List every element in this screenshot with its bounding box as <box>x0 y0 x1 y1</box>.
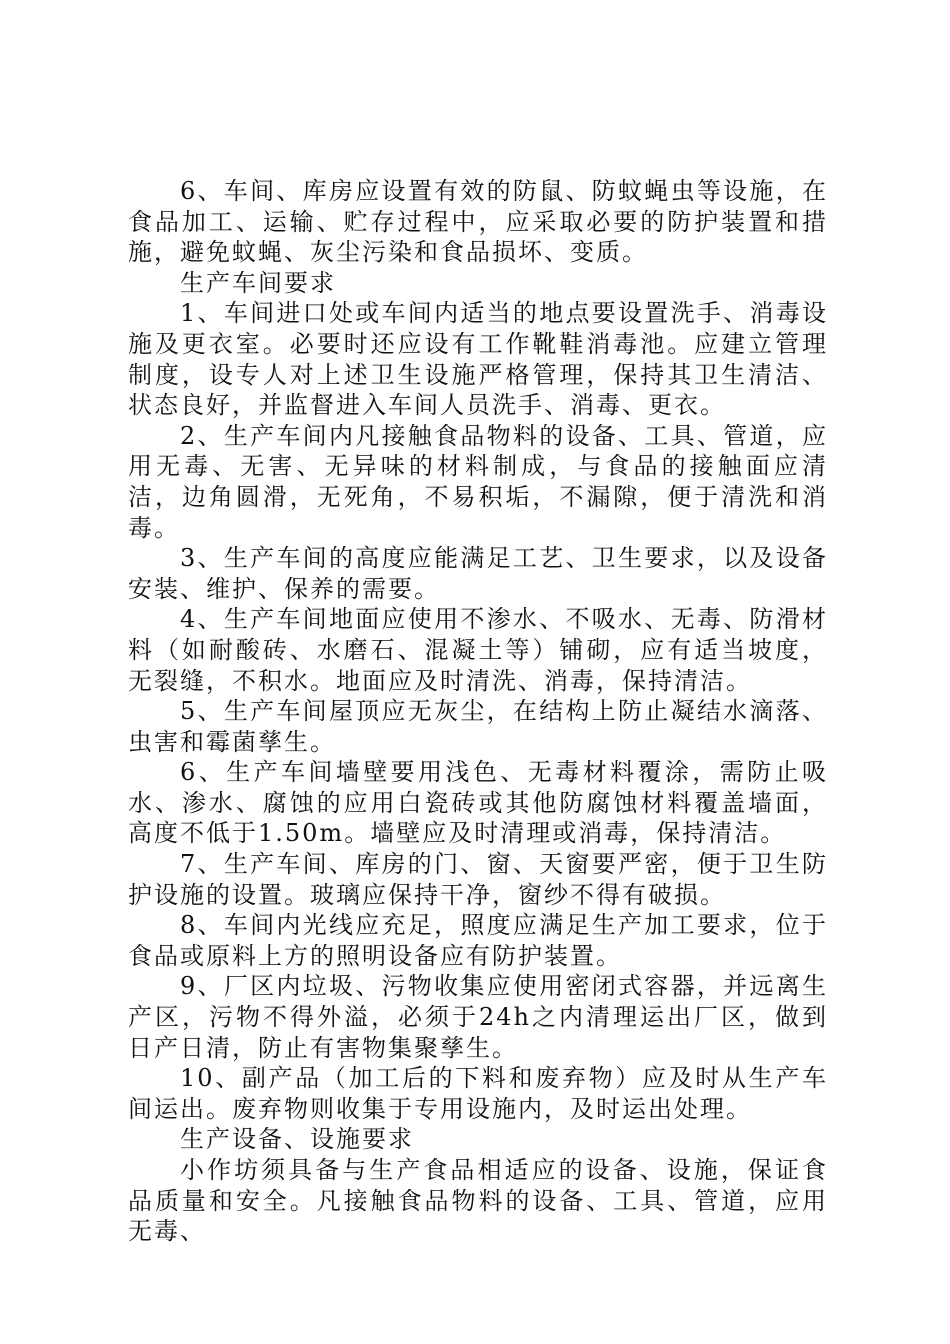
paragraph-lighting: 8、车间内光线应充足，照度应满足生产加工要求，位于食品或原料上方的照明设备应有防护装置。 <box>128 911 828 970</box>
paragraph-roof-requirements: 5、生产车间屋顶应无灰尘，在结构上防止凝结水滴落、虫害和霉菌孳生。 <box>128 697 828 756</box>
paragraph-waste-collection: 9、厂区内垃圾、污物收集应使用密闭式容器，并远离生产区，污物不得外溢，必须于24h之内清理运出厂区，做到日产日清，防止有害物集聚孳生。 <box>128 972 828 1062</box>
paragraph-doors-windows: 7、生产车间、库房的门、窗、天窗要严密，便于卫生防护设施的设置。玻璃应保持干净，窗纱不得有破损。 <box>128 850 828 909</box>
paragraph-handwash-facilities: 1、车间进口处或车间内适当的地点要设置洗手、消毒设施及更衣室。必要时还应设有工作靴鞋消毒池。应建立管理制度，设专人对上述卫生设施严格管理，保持其卫生清洁、状态良好，并监督进入车间人员洗手、消毒、更衣。 <box>128 299 828 420</box>
paragraph-equipment-materials: 2、生产车间内凡接触食品物料的设备、工具、管道，应用无毒、无害、无异味的材料制成，与食品的接触面应清洁，边角圆滑，无死角，不易积垢，不漏隙，便于清洗和消毒。 <box>128 421 828 542</box>
paragraph-byproducts: 10、副产品（加工后的下料和废弃物）应及时从生产车间运出。废弃物则收集于专用设施内，及时运出处理。 <box>128 1064 828 1123</box>
paragraph-wall-requirements: 6、生产车间墙壁要用浅色、无毒材料覆涂，需防止吸水、渗水、腐蚀的应用白瓷砖或其他防腐蚀材料覆盖墙面，高度不低于1.50m。墙壁应及时清理或消毒，保持清洁。 <box>128 758 828 848</box>
paragraph-floor-requirements: 4、生产车间地面应使用不渗水、不吸水、无毒、防滑材料（如耐酸砖、水磨石、混凝土等）铺砌，应有适当坡度，无裂缝，不积水。地面应及时清洗、消毒，保持清洁。 <box>128 605 828 695</box>
document-body <box>128 176 828 1247</box>
paragraph-workshop-height: 3、生产车间的高度应能满足工艺、卫生要求，以及设备安装、维护、保养的需要。 <box>128 544 828 603</box>
section-heading-equipment-requirements: 生产设备、设施要求 <box>180 1125 414 1154</box>
section-heading-workshop-requirements: 生产车间要求 <box>180 268 336 297</box>
paragraph-workshop-equipment: 小作坊须具备与生产食品相适应的设备、设施，保证食品质量和安全。凡接触食品物料的设备、工具、管道，应用无毒、 <box>128 1156 828 1246</box>
paragraph-rodent-prevention: 6、车间、库房应设置有效的防鼠、防蚊蝇虫等设施，在食品加工、运输、贮存过程中，应采取必要的防护装置和措施，避免蚊蝇、灰尘污染和食品损坏、变质。 <box>128 177 828 267</box>
